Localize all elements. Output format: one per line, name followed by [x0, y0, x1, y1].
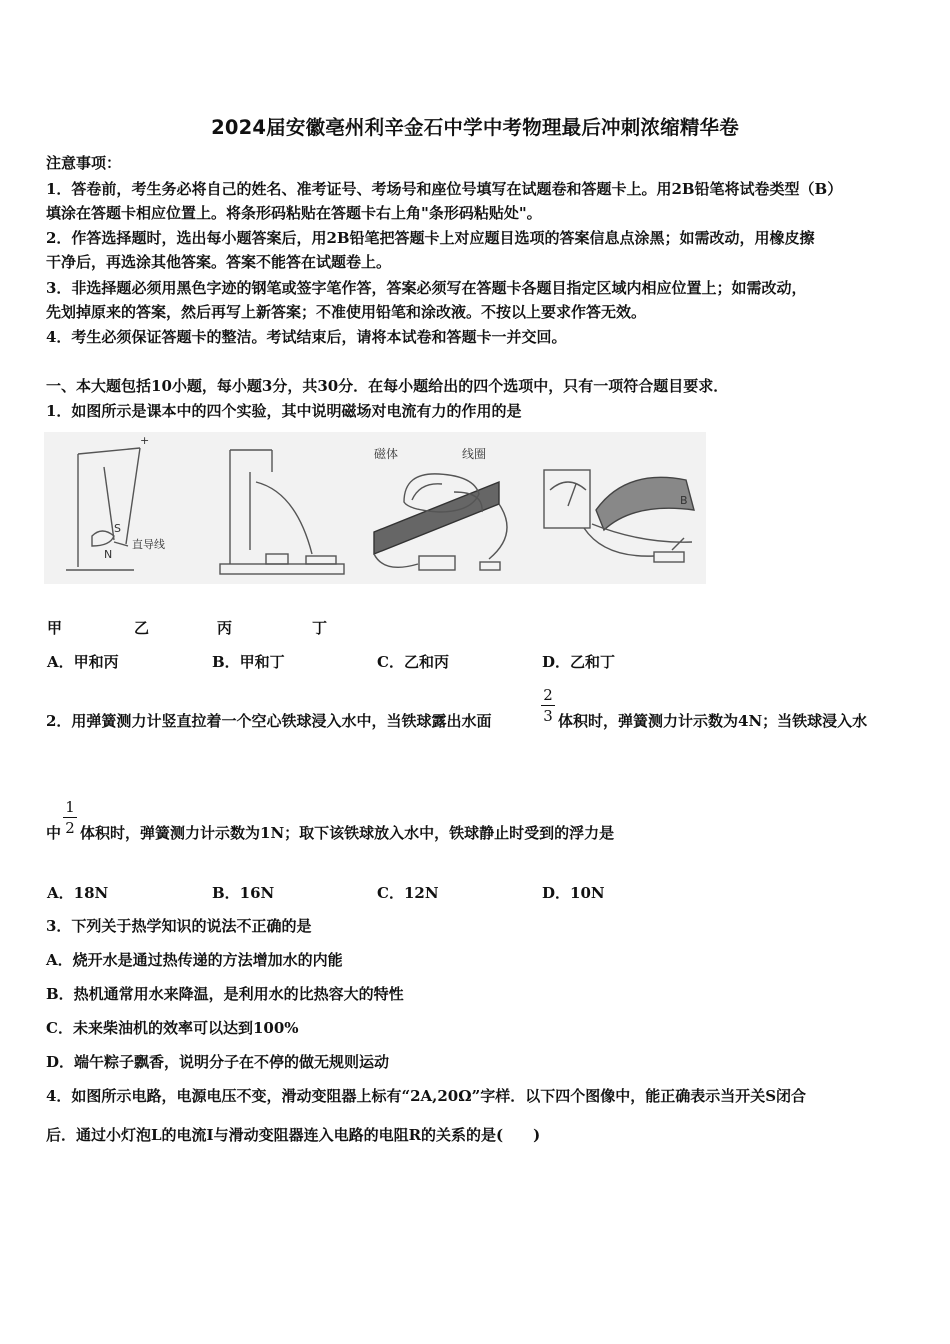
experiment-drawings	[44, 432, 706, 584]
notice-line: 2．作答选择题时，选出每小题答案后，用2B铅笔把答题卡上对应题目选项的答案信息点涂黑；如需改动，用橡皮擦	[46, 229, 815, 247]
frac-bar	[63, 817, 77, 818]
q2-fraction-one-half	[63, 798, 77, 837]
q1-option-b: B．甲和丁	[212, 653, 285, 671]
figure-label-yi: 乙	[134, 619, 150, 637]
figure-label-jia: 甲	[47, 619, 63, 637]
q3-option-a: A．烧开水是通过热传递的方法增加水的内能	[46, 951, 343, 969]
q3-option-d: D．端午粽子飘香，说明分子在不停的做无规则运动	[46, 1053, 390, 1071]
q1-option-c: C．乙和丙	[377, 653, 449, 671]
frac-num: 1	[65, 798, 75, 816]
notice-line: 填涂在答题卡相应位置上。将条形码粘贴在答题卡右上角"条形码粘贴处"。	[46, 204, 542, 222]
q2-option-d: D．10N	[542, 884, 605, 902]
notice-line: 1．答卷前，考生务必将自己的姓名、准考证号、考场号和座位号填写在试题卷和答题卡上。用2B铅笔将试卷类型（B）	[46, 180, 843, 198]
label-coil: 线圈	[462, 447, 487, 461]
label-magnet: 磁体	[374, 447, 399, 461]
q4-stem-line2: 后．通过小灯泡L的电流I与滑动变阻器连入电路的电阻R的关系的是( )	[46, 1126, 541, 1144]
frac-num: 2	[543, 686, 553, 704]
q2-option-c: C．12N	[377, 884, 439, 902]
figure-label-ding: 丁	[312, 619, 328, 637]
q2-option-a: A．18N	[47, 884, 109, 902]
frac-bar	[541, 705, 555, 706]
frac-den: 2	[65, 819, 75, 837]
q2-stem-part2: 体积时，弹簧测力计示数为4N；当铁球浸入水	[558, 712, 868, 730]
notice-line: 3．非选择题必须用黑色字迹的钢笔或签字笔作答，答案必须写在答题卡各题目指定区域内相应位置上；如需改动，	[46, 279, 807, 297]
q3-option-b: B．热机通常用水来降温，是利用水的比热容大的特性	[46, 985, 404, 1003]
q3-stem: 3．下列关于热学知识的说法不正确的是	[46, 917, 312, 935]
label-n: N	[104, 548, 113, 561]
label-b: B	[680, 494, 688, 507]
q1-option-d: D．乙和丁	[542, 653, 616, 671]
q1-stem: 1．如图所示是课本中的四个实验，其中说明磁场对电流有力的作用的是	[46, 402, 522, 420]
label-plus: +	[140, 434, 150, 447]
page-title: 2024届安徽亳州利辛金石中学中考物理最后冲刺浓缩精华卷	[211, 116, 739, 139]
q1-option-a: A．甲和丙	[47, 653, 119, 671]
notice-line: 干净后，再选涂其他答案。答案不能答在试题卷上。	[46, 253, 392, 271]
notice-heading: 注意事项：	[46, 154, 122, 172]
q1-experiment-figure	[44, 432, 706, 584]
q3-option-c: C．未来柴油机的效率可以达到100%	[46, 1019, 299, 1037]
q2-option-b: B．16N	[212, 884, 275, 902]
q2-fraction-two-thirds	[541, 686, 555, 725]
q4-stem-line1: 4．如图所示电路，电源电压不变，滑动变阻器上标有“2A,20Ω”字样．以下四个图像中，能正确表示当开关S闭合	[46, 1087, 807, 1105]
figure-label-bing: 丙	[217, 619, 233, 637]
notice-line: 4．考生必须保证答题卡的整洁。考试结束后，请将本试卷和答题卡一并交回。	[46, 328, 567, 346]
q2-stem-part1: 2．用弹簧测力计竖直拉着一个空心铁球浸入水中，当铁球露出水面	[46, 712, 492, 730]
frac-den: 3	[543, 707, 553, 725]
q2-stem-part4: 体积时，弹簧测力计示数为1N；取下该铁球放入水中，铁球静止时受到的浮力是	[80, 824, 615, 842]
q2-stem-part3: 中	[46, 824, 62, 842]
notice-line: 先划掉原来的答案，然后再写上新答案；不准使用铅笔和涂改液。不按以上要求作答无效。	[46, 303, 647, 321]
label-wire: 直导线	[132, 538, 165, 551]
section-heading: 一、本大题包括10小题，每小题3分，共30分．在每小题给出的四个选项中，只有一项符合题目要求．	[46, 377, 729, 395]
label-s: S	[114, 522, 121, 535]
